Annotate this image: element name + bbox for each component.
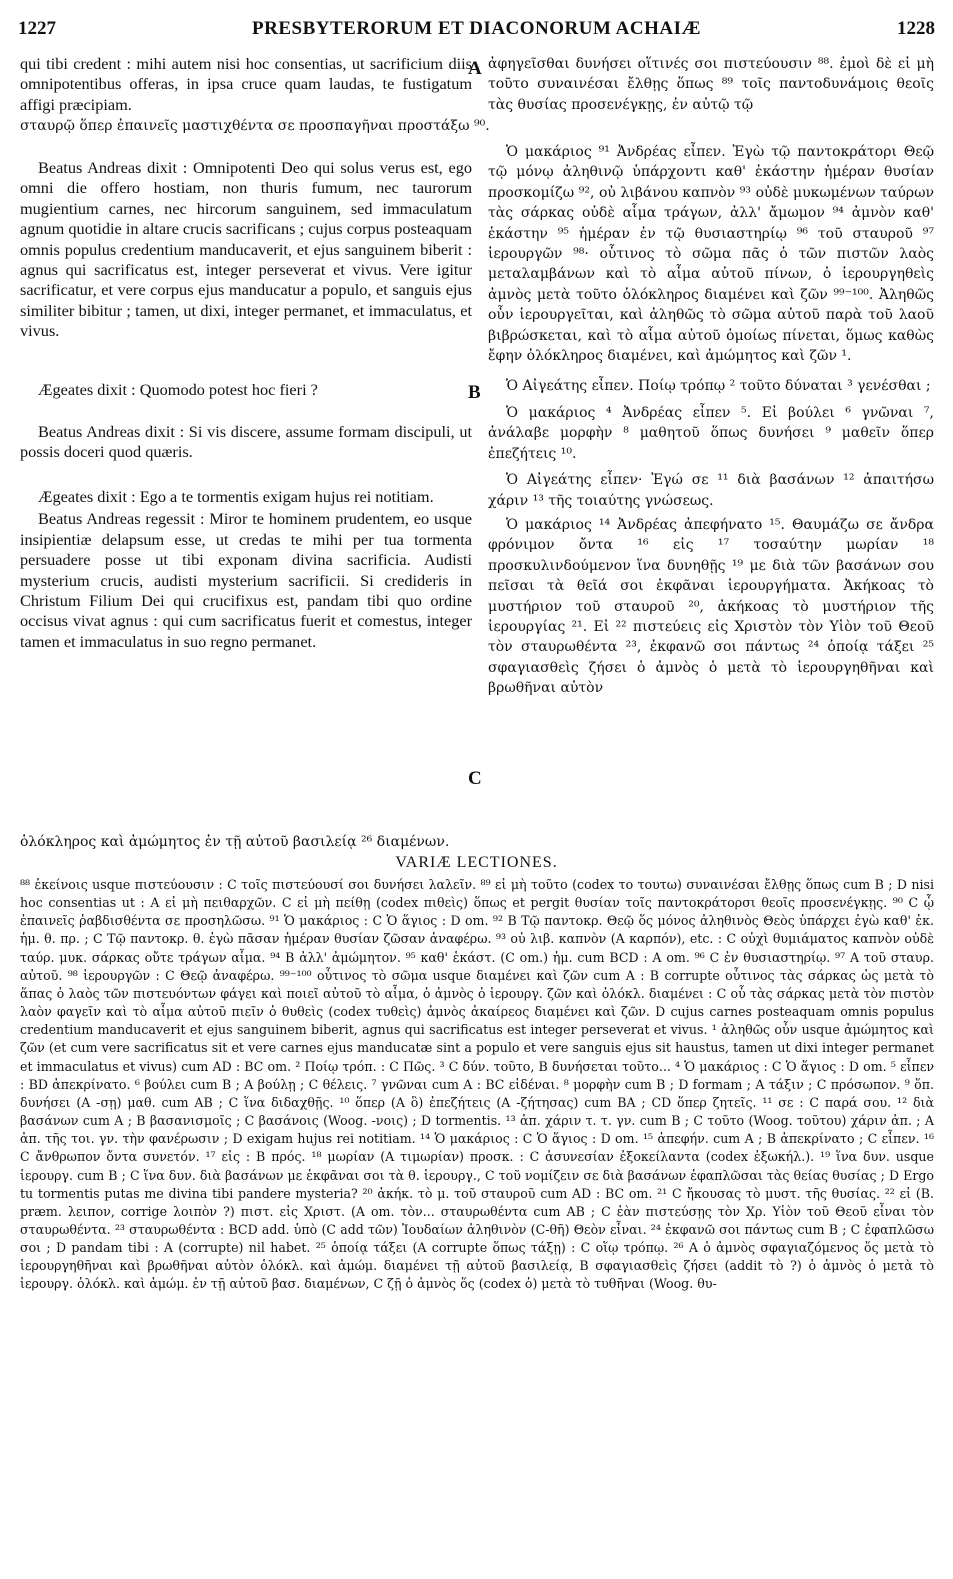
margin-letter-c: C	[468, 768, 482, 789]
greek-paragraph-4: Ὁ μακάριος ⁴ Ἀνδρέας εἶπεν ⁵. Εἰ βούλει ⁶ γνῶναι ⁷, ἀνάλαβε μορφὴν ⁸ μαθητοῦ ὅπως δυνήσει ⁹ μαθεῖν ὅπερ ἐπεζήτεις ¹⁰.	[488, 404, 934, 462]
greek-column	[488, 54, 934, 699]
continuation-line-2: ὁλόκληρος καὶ ἀμώμητος ἐν τῇ αὐτοῦ βασιλείᾳ ²⁶ διαμένων.	[20, 834, 450, 850]
latin-paragraph-1: qui tibi credent : mihi autem nisi hoc consentias, ut sacrificium diis omnipotentibus offeras, in ipsa cruce quam laudas, te fustigatum affigi præcipiam.	[20, 54, 472, 114]
latin-paragraph-2: Beatus Andreas dixit : Omnipotenti Deo qui solus verus est, ego omni die offero hostiam, non thuris fumum, nec taurorum mugientium carnes, nec hircorum sanguinem, sed immaculatum agnum quotidie in altare crucis sacrificans ; cujus corpus posteaquam omnis populus credentium manducaverit, et ejus sanguinem biberit : agnus qui sacrificatus est, integer perseverat et vivus. Vere igitur sacrificatur, et vere corpus ejus manducatur a populo, et sanguis ejus similiter bibitur ; tamen, ut dixi, integer permanet, et immaculatus, et vivus.	[20, 158, 472, 341]
greek-paragraph-6: Ὁ μακάριος ¹⁴ Ἀνδρέας ἀπεφήνατο ¹⁵. Θαυμάζω σε ἄνδρα φρόνιμον ὄντα ¹⁶ εἰς ¹⁷ τοσαύτην μωρίαν ¹⁸ προσκυλινδούμενον ἵνα δυνηθῇς ¹⁹ με διὰ τῶν βασάνων σου πεῖσαι τὰ θεῖά σοι ἐκφᾶναι ἱερουργήματα. Ἀκήκοας τὸ μυστήριον τοῦ σταυροῦ ²⁰, ἀκήκοας τὸ μυστήριον τῆς ἱερουργίας ²¹. Εἰ ²² πιστεύεις εἰς Χριστὸν τὸν Υἱὸν τοῦ Θεοῦ τὸν σταυρωθέντα ²³, ἐκφανῶ σοι πάντως ²⁴ ὁποίᾳ τάξει ²⁵ σφαγιασθεὶς ζήσει ὁ ἀμνὸς ὁ μετὰ τὸ ἱερουργηθῆναι καὶ βρωθῆναι αὐτὸν	[488, 516, 934, 697]
page-number-right: 1228	[897, 18, 935, 39]
page-number-left: 1227	[18, 18, 56, 39]
latin-paragraph-4: Beatus Andreas dixit : Si vis discere, assume formam discipuli, ut possis doceri quod quæris.	[20, 422, 472, 462]
greek-paragraph-1: ἀφηγεῖσθαι δυνήσει οἵτινές σοι πιστεύουσιν ⁸⁸. ἐμοὶ δὲ εἰ μὴ τοῦτο συναινέσαι ἔλθῃς ὅπως ⁸⁹ τοῖς παντοδυνάμοις θεοῖς τὰς θυσίας προσενέγκῃς, ἐν αὐτῷ τῷ	[488, 56, 934, 113]
latin-column	[20, 54, 472, 652]
latin-paragraph-3: Ægeates dixit : Quomodo potest hoc fieri ?	[38, 379, 318, 399]
latin-paragraph-5: Ægeates dixit : Ego a te tormentis exigam hujus rei notitiam.	[38, 486, 434, 506]
running-title: PRESBYTERORUM ET DIACONORUM ACHAIÆ	[252, 18, 701, 39]
variae-lectiones-heading: VARIÆ LECTIONES.	[395, 854, 558, 871]
continuation-line-1: σταυρῷ ὅπερ ἐπαινεῖς μαστιχθέντα σε προσπαγῆναι προστάξω ⁹⁰.	[20, 118, 490, 134]
variae-lectiones-notes	[20, 876, 934, 1294]
margin-letter-a: A	[468, 58, 482, 79]
margin-letter-b: B	[468, 382, 481, 403]
variae-notes-text: ⁸⁸ ἐκείνοις usque πιστεύουσιν : C τοῖς πιστεύουσί σοι δυνήσει λαλεῖν. ⁸⁹ εἰ μὴ τοῦτο (codex το τουτω) συναινέσαι ἔλθῃς ὅπως cum B ; D nisi hoc consentias ut : A εἰ μὴ πειθαρχῶν. C εἰ μὴ πείθῃ (codex πιθεὶς) ὅπως et pergit θυσίαν τοῖς παντοκράτορσι θεοῖς προσενέγκῃς. ⁹⁰ C ᾧ ἐπαινεῖς ῥαβδισθέντα σε προσηλῶσω. ⁹¹ Ὁ μακάριος : C Ὁ ἅγιος : D om. ⁹² B Τῷ παντοκρ. Θεῷ ὅς μόνος ἀληθινὸς Θεὸς ὑπάρχει ἐγὼ καθ' ἑκ. ἡμ. θ. πρ. ; C Τῷ παντοκρ. θ. ἐγὼ πᾶσαν ἡμέραν θυσίαν ζῶσαν ἀναφέρω. ⁹³ οὐ λιβ. καπνὸν (A καρπόν), etc. : C οὐχὶ θυμιάματος καπνὸν οὐδὲ ταύρ. μυκ. σάρκας οὔτε τράγων αἷμα. ⁹⁴ B ἀλλ' ἀμώμητον. ⁹⁵ καθ' ἑκάστ. (C om.) ἡμ. cum BCD : A om. ⁹⁶ C ἐν θυσιαστηρίῳ. ⁹⁷ A τοῦ σταυρ. αὐτοῦ. ⁹⁸ ἱερουργῶν : C Θεῷ ἀναφέρω. ⁹⁹⁻¹⁰⁰ οὗτινος τὸ σῶμα usque διαμένει καὶ ζῶν cum A : B corrupte οὗτινος τὰς σάρκας ὡς μετὰ τὸ ἅπας ὁ λαὸς τῶν πιστευόντων φάγει καὶ ποιεῖ αὐτοῦ τὸ αἷμα, ὁ ἀμνὸς ὁ ἱερουργ. ζῶν καὶ ὁλόκλ. διαμένει : C οὗ τὰς σάρκας μετὰ τὸν πιστὸν λαὸν φαγεῖν καὶ τὸ αἷμα αὐτοῦ πιεῖν ὁ θυθεὶς (codex τυθεὶς) ἀμνὸς ἀκαίρεος διαμένει καὶ ζῶν. D cujus carnes posteaquam omnis populus credentium manducaverit et ejus sanguinem biberit, agnus qui sacrificatus est integer perseverat et vivus. ¹ ἀληθῶς οὖν usque ἀμώμητος καὶ ζῶν (et cum vere sacrificatus sit et vere carnes ejus manducatæ sint a populo et vere sanguis ejus sit haustus, tamen ut dixi integer permanet et immaculatus et vivus) cum AD : BC om. ² Ποίῳ τρόπ. : C Πῶς. ³ C δύν. τοῦτο, B δυνήσεται τοῦτο... ⁴ Ὁ μακάριος : C Ὁ ἅγιος : D om. ⁵ εἶπεν : BD ἀπεκρίνατο. ⁶ βούλει cum B ; A βούλῃ ; C θέλεις. ⁷ γνῶναι cum A : BC εἰδέναι. ⁸ μορφὴν cum B ; D formam ; A τάξιν ; C πρόσωπον. ⁹ ὅπ. δυνήσει (A -σῃ) μαθ. cum AB ; C ἵνα διδαχθῇς. ¹⁰ ὅπερ (A ὃ) ἐπεζήτεις (A -ζήτησας) cum BA ; CD ὅπερ ζητεῖς. ¹¹ σε : C παρά σου. ¹² διὰ βασάνων cum A ; B βασανισμοῖς ; C βασάνοις (Woog. -νοις) ; D tormentis. ¹³ ἀπ. χάριν τ. τ. γν. cum B ; C τοῦτο (Woog. τοῦτου) χάριν ἀπ. ; A ἀπ. τῆς τοι. γν. τὴν φανέρωσιν ; D exigam hujus rei notitiam. ¹⁴ Ὁ μακάριος : C Ὁ ἅγιος : D om. ¹⁵ ἀπεφήν. cum A ; B ἀπεκρίνατο ; C εἶπεν. ¹⁶ C ἄνθρωπον ὄντα συνετόν. ¹⁷ εἰς : B πρός. ¹⁸ μωρίαν (A τιμωρίαν) προσκ. : C ἀσυνεσίαν ἐξοκείλαντα (codex ἐξωκήλ.). ¹⁹ ἵνα δυν. usque ἱερουργ. cum B ; C ἵνα δυν. διὰ βασάνων με ἐκφᾶναι σοι τὰ θ. ἱερουργ., C τοῦ νομίζειν σε διὰ βασάνων ἐφαπλῶσαι τὰς θείας θυσίας ; D Ergo tu tormentis putas me divina tibi pandere mysteria? ²⁰ ἀκήκ. τὸ μ. τοῦ σταυροῦ cum AD : BC om. ²¹ C ἤκουσας τὸ μυστ. τῆς θυσίας. ²² εἰ (B. præm. λειπον, corrige λοιπὸν ?) πιστ. εἰς Χριστ. (A om. τὸν... σταυρωθέντα cum AB ; C ἐὰν πιστεύσῃς τὸν Χρ. Υἱὸν τοῦ Θεοῦ εἶναι τὸν σταυρωθέντα. ²³ σταυρωθέντα : BCD add. ὑπὸ (C add τῶν) Ἰουδαίων ἀληθινὸν (C-θῆ) Θεὸν εἶναι. ²⁴ ἐκφανῶ σοι πάντως cum B ; C ἐφαπλῶσω σοι ; D pandam tibi : A (corrupte) nil habet. ²⁵ ὁποίᾳ τάξει (A corrupte ὅπως τάξῃ) : C οἵῳ τρόπῳ. ²⁶ A ὁ ἀμνὸς σφαγιαζόμενος ὅς μετὰ τὸ ἱερουργηθῆναι καὶ βρωθῆναι αὐτὸν ὁλόκλ. καὶ ἀμώμ. διαμένει τῇ αὐτοῦ βασιλείᾳ, B σφαγιασθεὶς ζήσει (addit τὸ ?) ὁ ἀμνὸς ὁ μετὰ τὸ ἱερουργ. ὁλόκλ. καὶ ἀμώμ. ἐν τῇ αὐτοῦ βασ. διαμένων, C ζῇ ὁ ἀμνὸς ὅς (codex ὁ) μετὰ τὸ τυθῆναι (Woog. θυ-	[20, 877, 934, 1292]
greek-paragraph-2: Ὁ μακάριος ⁹¹ Ἀνδρέας εἶπεν. Ἐγὼ τῷ παντοκράτορι Θεῷ τῷ μόνῳ ἀληθινῷ ὑπάρχοντι καθ' ἑκάστην ἡμέραν θυσίαν προσκομίζω ⁹², οὐ λιβάνου καπνὸν ⁹³ οὐδὲ μυκωμένων ταύρων τὰς σάρκας οὐδὲ αἷμα τράγων, ἀλλ' ἄμωμον ⁹⁴ ἀμνὸν καθ' ἑκάστην ⁹⁵ ἡμέραν ἐν τῷ θυσιαστηρίῳ ⁹⁶ τοῦ σταυροῦ ⁹⁷ ἱερουργῶν ⁹⁸· οὗτινος τὸ σῶμα πᾶς ὁ τῶν πιστῶν λαὸς μεταλαμβάνων καὶ τὸ αἷμα αὐτοῦ πίνων, ὁ ἱερουργηθεὶς ἀμνὸς μετὰ τοῦτο ὁλόκληρος διαμένει καὶ ζῶν ⁹⁹⁻¹⁰⁰. Ἀληθῶς οὖν ἱερουργεῖται, καὶ ἀληθῶς τὸ σῶμα αὐτοῦ παρὰ τοῦ λαοῦ βιβρώσκεται, καὶ τὸ αἷμα αὐτοῦ ὁμοίως πίνεται, ὅμως καθὼς ἔφην ὁλόκληρος διαμένει, καὶ ἀμώμητος καὶ ζῶν ¹.	[488, 144, 934, 365]
latin-paragraph-6: Beatus Andreas regessit : Miror te hominem prudentem, eo usque insipientiæ delapsum esse, ut credas te mihi per tua tormenta persuadere posse ut tibi exponam divina sacrificia. Audisti mysterium crucis, audisti mysterium sacrificii. Si credideris in Christum Filium Dei qui crucifixus est, pandam tibi quo ordine occisus vivat agnus : qui cum sacrificatus fuerit et comestus, integer tamen et immaculatus in suo regno permanet.	[20, 509, 472, 651]
page-header	[18, 18, 935, 44]
greek-paragraph-3: Ὁ Αἰγεάτης εἶπεν. Ποίῳ τρόπῳ ² τοῦτο δύναται ³ γενέσθαι ;	[506, 378, 931, 395]
greek-paragraph-5: Ὁ Αἰγεάτης εἶπεν· Ἐγώ σε ¹¹ διὰ βασάνων ¹² ἀπαιτήσω χάριν ¹³ τῆς τοιαύτης γνώσεως.	[488, 472, 934, 509]
